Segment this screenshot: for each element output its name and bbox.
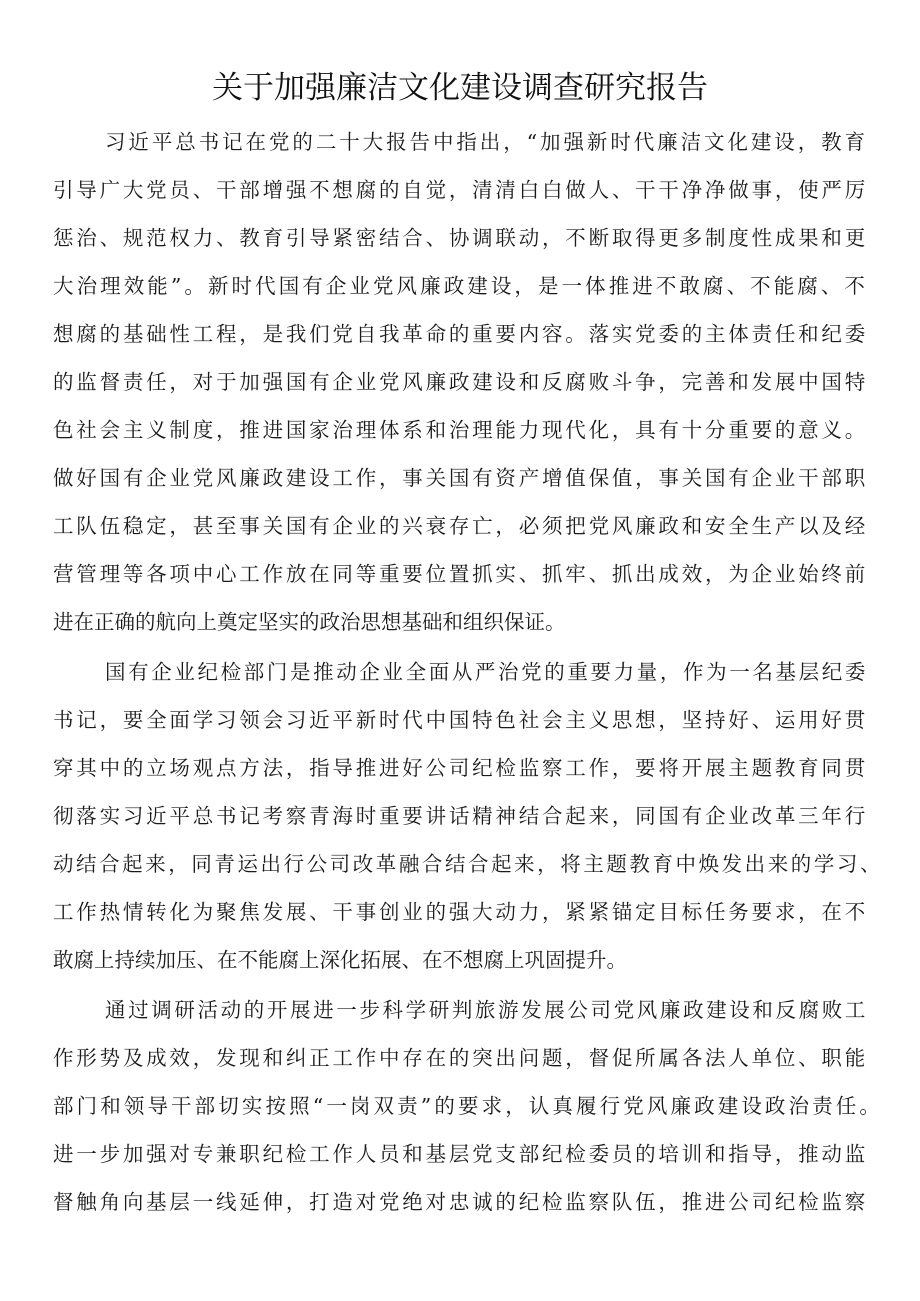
- paragraph-2-line: 动结合起来，同青运出行公司改革融合结合起来，将主题教育中焕发出来的学习、: [53, 852, 884, 876]
- paragraph-3-line: 通过调研活动的开展进一步科学研判旅游发展公司党风廉政建设和反腐败工: [105, 998, 868, 1022]
- paragraph-1-line: 进在正确的航向上奠定坚实的政治思想基础和组织保证。: [53, 610, 566, 634]
- paragraph-1-line: 习近平总书记在党的二十大报告中指出，“加强新时代廉洁文化建设，教育: [105, 130, 869, 154]
- paragraph-2-line: 彻落实习近平总书记考察青海时重要讲话精神结合起来，同国有企业改革三年行: [53, 804, 869, 828]
- paragraph-1-line: 惩治、规范权力、教育引导紧密结合、协调联动，不断取得更多制度性成果和更: [53, 226, 869, 250]
- paragraph-3-line: 部门和领导干部切实按照“一岗双责”的要求，认真履行党风廉政建设政治责任。: [53, 1094, 883, 1118]
- paragraph-1-line: 营管理等各项中心工作放在同等重要位置抓实、抓牢、抓出成效，为企业始终前: [53, 562, 869, 586]
- paragraph-1-line: 色社会主义制度，推进国家治理体系和治理能力现代化，具有十分重要的意义。: [53, 418, 869, 442]
- paragraph-1-line: 想腐的基础性工程，是我们党自我革命的重要内容。落实党委的主体责任和纪委: [53, 322, 869, 346]
- paragraph-1-line: 大治理效能”。新时代国有企业党风廉政建设，是一体推进不敢腐、不能腐、不: [53, 274, 868, 298]
- paragraph-2-line: 敢腐上持续加压、在不能腐上深化拓展、在不想腐上巩固提升。: [53, 948, 627, 972]
- paragraph-1-line: 做好国有企业党风廉政建设工作，事关国有资产增值保值，事关国有企业干部职: [53, 466, 869, 490]
- paragraph-1-line: 引导广大党员、干部增强不想腐的自觉，清清白白做人、干干净净做事，使严厉: [53, 178, 869, 202]
- paragraph-2-line: 工作热情转化为聚焦发展、干事创业的强大动力，紧紧锚定目标任务要求，在不: [53, 900, 869, 924]
- paragraph-1-line: 工队伍稳定，甚至事关国有企业的兴衰存亡，必须把党风廉政和安全生产以及经: [53, 514, 869, 538]
- paragraph-2-line: 书记，要全面学习领会习近平新时代中国特色社会主义思想，坚持好、运用好贯: [53, 708, 869, 732]
- paragraph-3-line: 作形势及成效，发现和纠正工作中存在的突出问题，督促所属各法人单位、职能: [53, 1046, 869, 1070]
- paragraph-2-line: 国有企业纪检部门是推动企业全面从严治党的重要力量，作为一名基层纪委: [105, 660, 868, 684]
- paragraph-1-line: 的监督责任，对于加强国有企业党风廉政建设和反腐败斗争，完善和发展中国特: [53, 370, 869, 394]
- page-title: 关于加强廉洁文化建设调查研究报告: [212, 70, 708, 106]
- paragraph-2-line: 穿其中的立场观点方法，指导推进好公司纪检监察工作，要将开展主题教育同贯: [53, 756, 869, 780]
- paragraph-3-line: 进一步加强对专兼职纪检工作人员和基层党支部纪检委员的培训和指导，推动监: [53, 1142, 869, 1166]
- paragraph-3-line: 督触角向基层一线延伸，打造对党绝对忠诚的纪检监察队伍，推进公司纪检监察: [53, 1190, 869, 1214]
